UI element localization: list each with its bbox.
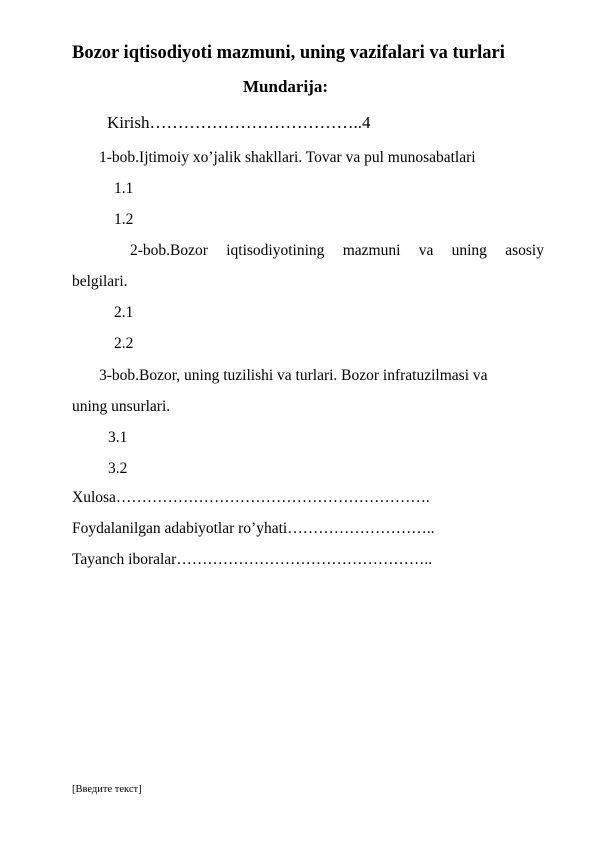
toc-item-section-2-1: 2.1 — [114, 304, 134, 321]
toc-item-section-3-2: 3.2 — [108, 460, 128, 477]
document-title: Bozor iqtisodiyoti mazmuni, uning vazifalari va turlari — [72, 43, 505, 63]
toc-item-chapter1: 1-bob.Ijtimoiy xo’jalik shakllari. Tovar va pul munosabatlari — [99, 149, 476, 166]
toc-item-chapter3-line2: uning unsurlari. — [72, 398, 171, 415]
toc-item-chapter3-line1: 3-bob.Bozor, uning tuzilishi va turlari. Bozor infratuzilmasi va — [99, 367, 488, 384]
toc-item-conclusion: Xulosa……………………………………………………. — [72, 489, 430, 506]
footer-placeholder: [Введите текст] — [72, 784, 142, 795]
toc-item-chapter2-line1: 2-bob.Bozor iqtisodiyotining mazmuni va uning asosiy — [130, 242, 544, 259]
toc-item-section-1-2: 1.2 — [114, 211, 134, 228]
toc-heading: Mundarija: — [243, 77, 328, 96]
toc-item-glossary: Tayanch iboralar………………………………………….. — [72, 551, 433, 568]
toc-item-references: Foydalanilgan adabiyotlar ro’yhati……………………….. — [72, 520, 435, 537]
toc-item-section-1-1: 1.1 — [114, 180, 134, 197]
toc-item-section-2-2: 2.2 — [114, 335, 134, 352]
toc-item-section-3-1: 3.1 — [108, 429, 128, 446]
toc-item-chapter2-line2: belgilari. — [72, 273, 128, 290]
toc-item-intro: Kirish………………………………..4 — [107, 113, 371, 132]
